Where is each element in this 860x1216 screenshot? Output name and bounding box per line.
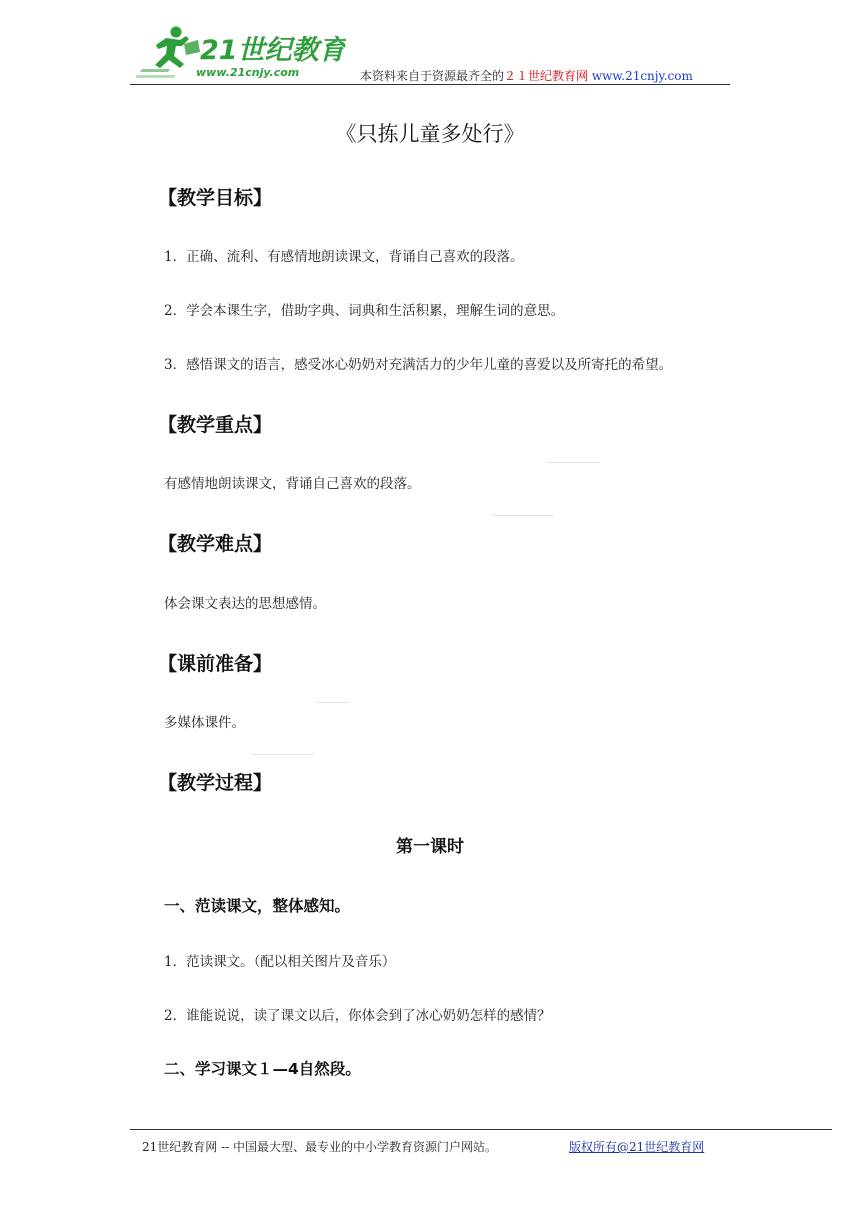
header-note-site-name: ２１世纪教育网 [504,69,589,83]
objective-item: 1．正确、流利、有感情地朗读课文，背诵自己喜欢的段落。 [164,249,524,265]
section-heading-preparation: 【课前准备】 [158,653,273,675]
footer-text: 21世纪教育网 -- 中国最大型、最专业的中小学教育资源门户网站。 [142,1140,498,1154]
lesson-title: 第一课时 [396,837,464,857]
logo-brand-text: 21世纪教育 [200,35,346,66]
process-item: 1．范读课文。（配以相关图片及音乐） [164,954,396,970]
scan-speck [546,462,600,463]
section-heading-key-points: 【教学重点】 [158,414,273,436]
header-note-url[interactable]: www.21cnjy.com [591,69,693,83]
preparation-text: 多媒体课件。 [164,715,245,731]
scan-speck [492,515,554,516]
header-divider [130,84,730,85]
document-title: 《只拣儿童多处行》 [335,122,525,146]
footer-divider [130,1129,832,1130]
section-heading-process: 【教学过程】 [158,772,273,794]
footer-copyright-link[interactable]: 版权所有@21世纪教育网 [569,1140,705,1154]
site-logo [136,22,346,84]
objective-item: 2．学会本课生字，借助字典、词典和生活积累，理解生词的意思。 [164,303,565,319]
process-item: 2．谁能说说，读了课文以后，你体会到了冰心奶奶怎样的感情？ [164,1008,551,1024]
process-part-heading: 二、学习课文１—4自然段。 [164,1060,361,1078]
header-note-prefix: 本资料来自于资源最齐全的 [360,69,505,83]
scan-speck [316,702,350,703]
header-source-note [360,67,693,84]
key-points-text: 有感情地朗读课文，背诵自己喜欢的段落。 [164,476,421,492]
section-heading-difficulties: 【教学难点】 [158,533,273,555]
difficulties-text: 体会课文表达的思想感情。 [164,596,326,612]
logo-site-text: www.21cnjy.com [196,66,300,79]
objective-item: 3．感悟课文的语言，感受冰心奶奶对充满活力的少年儿童的喜爱以及所寄托的希望。 [164,357,673,373]
scan-speck [252,754,314,755]
process-part-heading: 一、范读课文，整体感知。 [164,897,351,915]
runner-icon [136,27,189,79]
section-heading-objectives: 【教学目标】 [158,187,273,209]
